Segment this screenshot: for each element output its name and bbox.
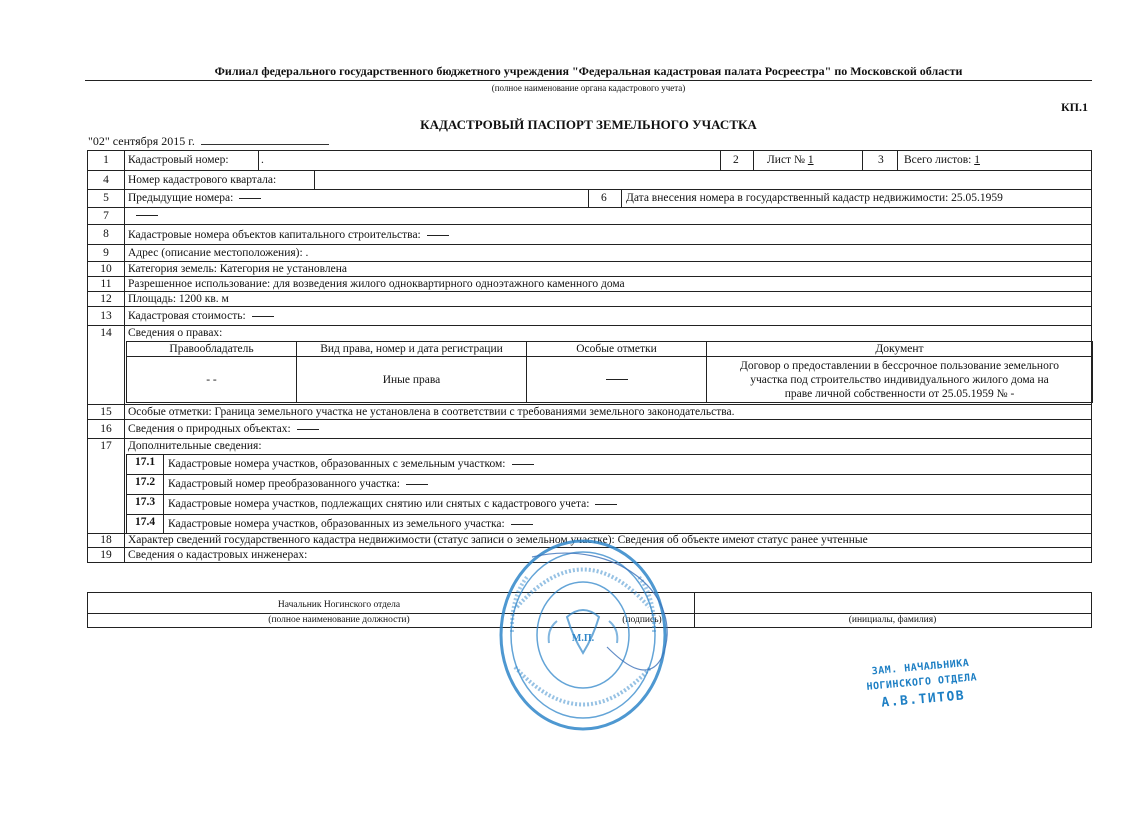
row-label-text: Кадастровые номера объектов капитального строительства: (128, 229, 421, 241)
row-number: 14 (88, 326, 125, 404)
total-sheets-label (904, 153, 980, 168)
document-line-1: Договор о предоставлении в бессрочное пользование земельного (739, 359, 1060, 372)
rights-document (707, 357, 1093, 403)
subrow-17-3 (126, 494, 1091, 514)
rights-type: Иные права (297, 357, 527, 403)
row-9 (88, 244, 1091, 261)
row-13 (88, 306, 1091, 325)
row-5 (88, 189, 1091, 207)
row-number: 9 (88, 245, 125, 261)
subrow-label-text: Кадастровые номера участков, подлежащих снятию или снятых с кадастрового учета: (168, 498, 590, 510)
row-label: Характер сведений государственного кадастра недвижимости (статус записи о земельном участке): Сведения об объекте имеют статус ранее учтенные (128, 534, 868, 546)
row-label: Категория земель: Категория не установлена (128, 263, 348, 275)
row-16 (88, 419, 1091, 438)
empty-value-dash (606, 379, 628, 380)
empty-value-dash (595, 504, 617, 505)
row-number: 11 (88, 277, 125, 291)
registration-date: Дата внесения номера в государственный кадастр недвижимости: 25.05.1959 (626, 192, 1003, 204)
subrow-number: 17.3 (126, 495, 164, 514)
row-number: 6 (601, 192, 607, 204)
row-4 (88, 170, 1091, 189)
seal-mp-label: М.П. (571, 633, 595, 644)
subrow-17-1 (126, 454, 1091, 474)
subrow-label-text: Кадастровые номера участков, образованных с земельным участком: (168, 458, 506, 470)
document-line-2: участка под строительство индивидуального жилого дома на (750, 373, 1049, 386)
subrow-number: 17.4 (126, 515, 164, 534)
document-date (88, 134, 329, 149)
total-sheets-value: 1 (974, 154, 980, 166)
cadastral-number-value: . (261, 154, 264, 166)
sheet-number: 1 (807, 154, 814, 166)
subrow-label (168, 457, 534, 472)
subrow-17-4 (126, 514, 1091, 534)
header-right-type: Вид права, номер и дата регистрации (297, 342, 527, 357)
row-number: 1 (88, 151, 125, 170)
empty-value-dash (136, 215, 158, 216)
empty-value-dash (406, 484, 428, 485)
org-caption: (полное наименование органа кадастрового учета) (491, 83, 686, 93)
empty-value-dash (512, 464, 534, 465)
date-blank-line (201, 134, 329, 145)
org-name: Филиал федерального государственного бюджетного учреждения "Федеральная кадастровая палата Росреестра" по Московской области (85, 64, 1092, 81)
name-stamp (850, 654, 994, 715)
row-number: 13 (88, 307, 125, 325)
stamp-line-2: НОГИНСКОГО ОТДЕЛА (866, 672, 978, 693)
row-label-text: Предыдущие номера: (128, 192, 234, 204)
subrow-label-text: Кадастровые номера участков, образованных из земельного участка: (168, 518, 505, 530)
cell-divider (753, 151, 754, 170)
name-cell (694, 593, 1091, 613)
subrow-label (168, 477, 428, 492)
passport-table (87, 150, 1092, 563)
row-number: 4 (88, 171, 125, 189)
row-number: 12 (88, 292, 125, 306)
row-number: 7 (88, 208, 125, 224)
row-label: Разрешенное использование: для возведения жилого одноквартирного одноэтажного каменного дома (128, 278, 625, 290)
row-label-text: Кадастровая стоимость: (128, 310, 246, 322)
empty-value-dash (511, 524, 533, 525)
row-number: 8 (88, 225, 125, 244)
subrow-label (168, 497, 617, 512)
empty-value-dash (239, 198, 261, 199)
signature-caption: (подпись) (622, 615, 662, 625)
position-caption: (полное наименование должности) (268, 615, 410, 625)
row-8 (88, 224, 1091, 244)
document-title: КАДАСТРОВЫЙ ПАСПОРТ ЗЕМЕЛЬНОГО УЧАСТКА (420, 117, 757, 132)
official-seal (497, 537, 669, 733)
subrow-17-2 (126, 474, 1091, 494)
row-label: Сведения о правах: (128, 327, 223, 339)
cell-divider (621, 190, 622, 207)
row-label: Дополнительные сведения: (128, 440, 262, 452)
row-label-text: Сведения о природных объектах: (128, 423, 291, 435)
row-label (128, 208, 158, 223)
subrow-label-text: Кадастровый номер преобразованного участка: (168, 478, 400, 490)
header-document: Документ (707, 342, 1093, 357)
rights-header-row (127, 342, 1093, 357)
row-14 (88, 325, 1091, 404)
row-number: 10 (88, 262, 125, 276)
row-label (128, 309, 274, 324)
document-line-3: праве личной собственности от 25.05.1959 № - (784, 387, 1015, 400)
row-7 (88, 207, 1091, 224)
row-number: 15 (88, 405, 125, 419)
row-label (128, 422, 319, 437)
cell-divider (720, 151, 721, 170)
row-12 (88, 291, 1091, 306)
row-number: 2 (733, 154, 739, 166)
row-label: Особые отметки: Граница земельного участка не установлена в соответствии с требованиями земельного законодательства. (128, 406, 735, 418)
row-label: Кадастровый номер: (128, 154, 229, 166)
header-holder: Правообладатель (127, 342, 297, 357)
name-caption: (инициалы, фамилия) (848, 615, 937, 625)
row-number: 17 (88, 439, 125, 533)
cell-divider (258, 151, 259, 170)
cell-divider (694, 593, 695, 627)
empty-value-dash (252, 316, 274, 317)
row-1 (88, 151, 1091, 170)
row-number: 3 (878, 154, 884, 166)
header-special-notes: Особые отметки (527, 342, 707, 357)
row-number: 18 (88, 534, 125, 547)
row-label: Адрес (описание местоположения): . (128, 247, 309, 259)
row-label: Сведения о кадастровых инженерах: (128, 549, 308, 561)
rights-table (126, 341, 1093, 403)
row-label: Площадь: 1200 кв. м (128, 293, 229, 305)
rights-holder: - - (127, 357, 297, 403)
empty-value-dash (427, 235, 449, 236)
cell-divider (897, 151, 898, 170)
stamp-line-1: ЗАМ. НАЧАЛЬНИКА (871, 657, 970, 678)
row-11 (88, 276, 1091, 291)
row-17 (88, 438, 1091, 533)
row-10 (88, 261, 1091, 276)
row-label (128, 191, 261, 206)
cell-divider (314, 171, 315, 189)
subrow-label (168, 517, 533, 532)
row-number: 5 (88, 190, 125, 207)
rights-notes (527, 357, 707, 403)
row-15 (88, 404, 1091, 419)
subrow-number: 17.2 (126, 475, 164, 494)
cell-divider (588, 190, 589, 207)
row-number: 19 (88, 548, 125, 562)
cell-divider (862, 151, 863, 170)
rights-row (127, 357, 1093, 403)
sheet-label-text: Лист № (767, 154, 805, 166)
empty-value-dash (297, 429, 319, 430)
official-position: Начальник Ногинского отдела (277, 600, 401, 610)
stamp-line-3: А.В.ТИТОВ (880, 688, 966, 711)
row-label (128, 228, 449, 243)
row-label: Номер кадастрового квартала: (128, 174, 277, 186)
row-number: 16 (88, 420, 125, 438)
sheet-label (767, 153, 814, 168)
subrow-number: 17.1 (126, 455, 164, 474)
form-code: КП.1 (1060, 100, 1088, 114)
document-date-text: "02" сентября 2015 г. (88, 134, 195, 148)
total-sheets-text: Всего листов: (904, 154, 972, 166)
